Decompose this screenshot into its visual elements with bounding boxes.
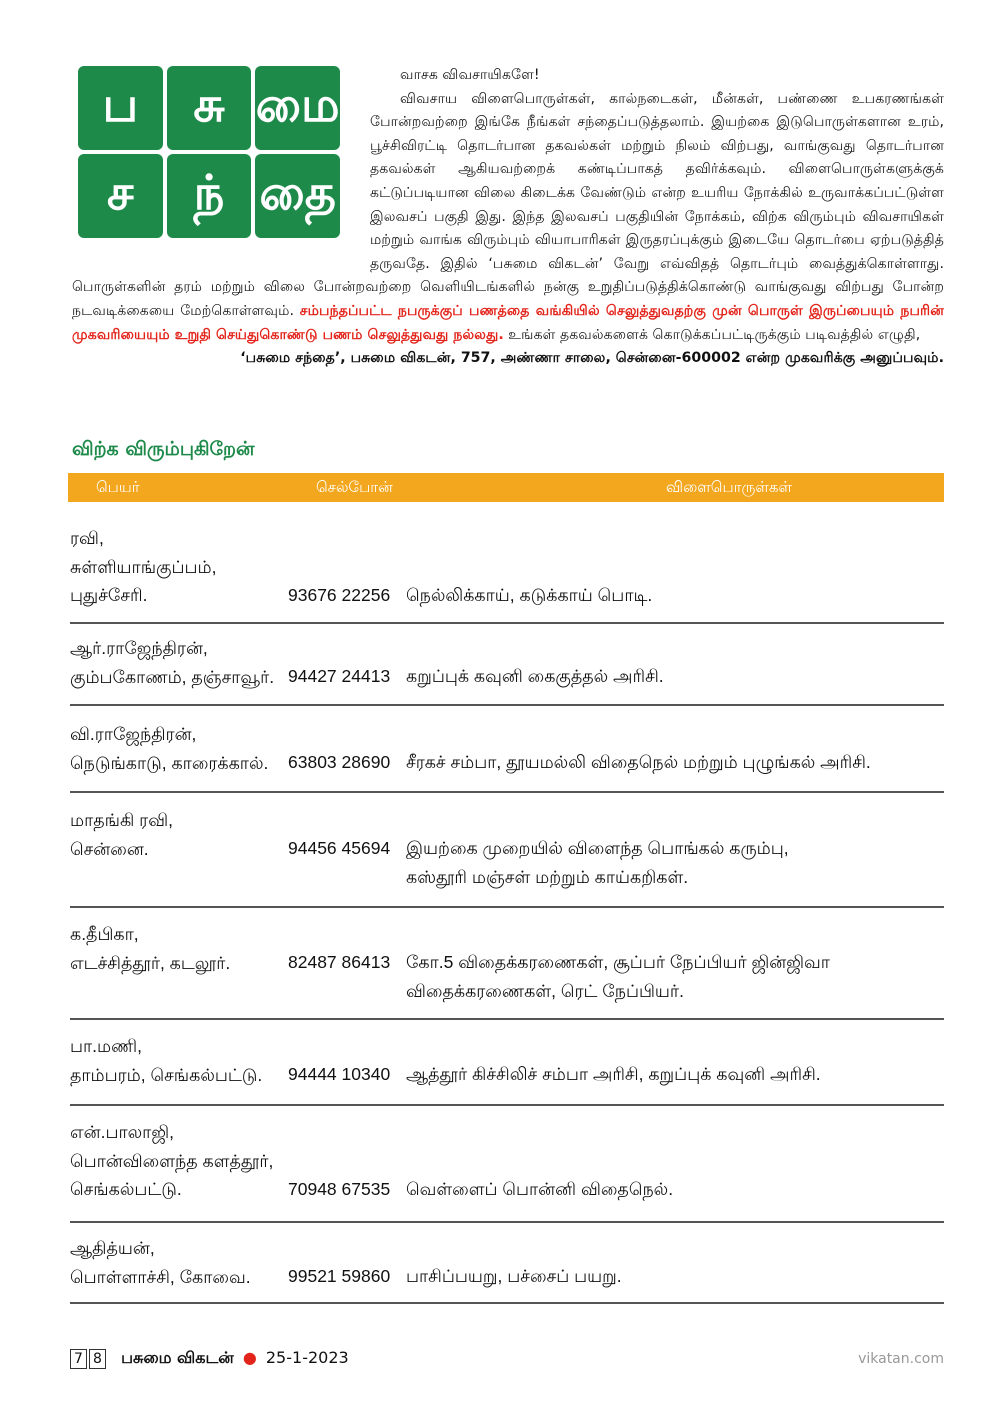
listing-name-line: ஆதித்யன்,	[70, 1238, 155, 1258]
issue-date: 25-1-2023	[265, 1348, 349, 1367]
table-row	[70, 522, 944, 624]
listing-phone: 82487 86413	[288, 952, 391, 972]
listing-name-line: பொன்விளைந்த களத்தூர்,	[70, 1150, 274, 1171]
listing-name-line: வி.ராஜேந்திரன்,	[70, 724, 197, 744]
listing-phone: 94444 10340	[288, 1064, 391, 1084]
listing-produce-line: கஸ்தூரி மஞ்சள் மற்றும் காய்கறிகள்.	[406, 866, 689, 887]
listing-phone: 63803 28690	[288, 752, 391, 772]
column-header-name: பெயர்	[96, 478, 140, 496]
table-row	[70, 806, 944, 908]
listing-name-line: மாதங்கி ரவி,	[70, 810, 173, 830]
intro-address: ‘பசுமை சந்தை’, பசுமை விகடன், 757, அண்ணா சாலை, சென்னை-600002 என்ற முகவரிக்கு அனுப்பவும்.	[240, 350, 944, 367]
listing-produce-line: கோ.5 விதைக்கரணைகள், சூப்பர் நேப்பியர் ஜின்ஜிவா	[406, 952, 830, 972]
listing-name-line: நெடுங்காடு, காரைக்கால்.	[70, 752, 269, 773]
column-header-phone: செல்போன்	[316, 478, 393, 496]
listing-produce-line: பாசிப்பயறு, பச்சைப் பயறு.	[406, 1266, 622, 1286]
logo-letter: தை	[255, 154, 340, 238]
table-row	[70, 1234, 944, 1304]
table-header	[68, 473, 944, 502]
listing-produce-line: வெள்ளைப் பொன்னி விதைநெல்.	[406, 1179, 674, 1199]
listing-name-line: ஆர்.ராஜேந்திரன்,	[70, 638, 208, 658]
listing-produce-line: கறுப்புக் கவுனி கைகுத்தல் அரிசி.	[406, 666, 664, 686]
listing-produce-line: ஆத்தூர் கிச்சிலிச் சம்பா அரிசி, கறுப்புக் கவுனி அரிசி.	[406, 1064, 821, 1084]
intro-greeting: வாசக விவசாயிகளே!	[400, 67, 540, 83]
intro-text	[72, 64, 944, 371]
intro-warning: சம்பந்தப்பட்ட நபருக்குப் பணத்தை வங்கியில் செலுத்துவதற்கு முன் பொருள் இருப்பையும் நபரின் முகவரியையும் உறுதி செய்துகொண்டு பணம் செலுத்துவது நல்லது.	[72, 302, 944, 343]
listing-produce	[406, 1262, 926, 1291]
page-number-digit: 7	[70, 1349, 87, 1369]
magazine-name: பசுமை விகடன்	[121, 1348, 234, 1367]
intro-paragraph: விவசாய விளைபொருள்கள், கால்நடைகள், மீன்கள், பண்ணை உபகரணங்கள் போன்றவற்றை இங்கே நீங்கள் சந்தைப்படுத்தலாம். இயற்கை இடுபொருள்களான உரம், பூச்சிவிரட்டி தொடர்பான தகவல்கள் மற்றும் நிலம் விற்பது, வாங்குவது தொடர்பான தகவல்கள் ஆகியவற்றைக் கண்டிப்பாகத் தவிர்க்கவும். விளைபொருள்களுக்குக் கட்டுப்படியான விலை கிடைக்க வேண்டும் என்ற உயரிய நோக்கில் உருவாக்கப்பட்டுள்ள இலவசப் பகுதி இது. இந்த இலவசப் பகுதியின் நோக்கம், விற்க விரும்பும் விவசாயிகள் மற்றும் வாங்க விரும்பும் வியாபாரிகள் இருதரப்புக்கும் இடையே தொடர்பை ஏற்படுத்தித் தருவதே. இதில் ‘பசுமை விகடன்’ வேறு எவ்விதத் தொடர்பும் வைத்துக்கொள்ளாது. பொருள்களின் தரம் மற்றும் விலை போன்றவற்றை வெளியிடங்களில் நன்கு உறுதிப்படுத்திக்கொண்டு வாங்குவது விற்பது போன்ற நடவடிக்கையை மேற்கொள்ளவும்.	[72, 90, 944, 319]
bullet-dot-icon: ●	[242, 1348, 257, 1367]
listing-produce-line: விதைக்கரணைகள், ரெட் நேப்பியர்.	[406, 980, 684, 1001]
listing-produce	[406, 834, 926, 891]
listing-phone: 93676 22256	[288, 585, 391, 605]
page-number-digit: 8	[89, 1349, 106, 1369]
listing-name-line: க.தீபிகா,	[70, 924, 139, 944]
listing-name-line: சுள்ளியாங்குப்பம்,	[70, 556, 217, 577]
logo-letter: ச	[78, 154, 163, 238]
listing-name-line: தாம்பரம், செங்கல்பட்டு.	[70, 1064, 263, 1085]
table-row	[70, 634, 944, 706]
listing-phone: 94427 24413	[288, 666, 391, 686]
listing-name-line: என்.பாலாஜி,	[70, 1122, 174, 1142]
table-row	[70, 1032, 944, 1106]
logo-letter: மை	[255, 66, 340, 150]
listing-name-line: புதுச்சேரி.	[70, 585, 148, 605]
listing-name-line: பொள்ளாச்சி, கோவை.	[70, 1266, 251, 1287]
logo-letter: சு	[167, 66, 252, 150]
listing-produce-line: நெல்லிக்காய், கடுக்காய் பொடி.	[406, 585, 653, 605]
listing-phone: 94456 45694	[288, 838, 391, 858]
listing-produce-line: இயற்கை முறையில் விளைந்த பொங்கல் கரும்பு,	[406, 838, 789, 858]
logo-letter: ப	[78, 66, 163, 150]
website-link[interactable]: vikatan.com	[858, 1351, 944, 1367]
logo-letter: ந்	[167, 154, 252, 238]
table-row	[70, 1118, 944, 1223]
listing-produce	[406, 662, 926, 691]
column-header-produce: விளைபொருள்கள்	[666, 478, 793, 496]
page-footer	[70, 1348, 944, 1372]
listing-produce	[406, 948, 926, 1005]
listing-produce-line: சீரகச் சம்பா, தூயமல்லி விதைநெல் மற்றும் புழுங்கல் அரிசி.	[406, 752, 871, 772]
section-title: விற்க விரும்புகிறேன்	[72, 438, 255, 460]
listing-produce	[406, 748, 946, 777]
listing-name-line: சென்னை.	[70, 838, 149, 859]
listing-phone: 70948 67535	[288, 1179, 391, 1199]
table-row	[70, 920, 944, 1020]
listing-produce	[406, 1060, 926, 1089]
listing-produce	[406, 581, 926, 610]
listing-produce	[406, 1175, 926, 1204]
listing-name-line: செங்கல்பட்டு.	[70, 1179, 182, 1199]
listing-phone: 99521 59860	[288, 1266, 391, 1286]
listing-name-line: ரவி,	[70, 528, 104, 548]
table-row	[70, 720, 944, 793]
listing-name-line: கும்பகோணம், தஞ்சாவூர்.	[70, 666, 275, 687]
listing-name-line: பா.மணி,	[70, 1036, 142, 1056]
listing-name-line: எடச்சித்தூர், கடலூர்.	[70, 952, 231, 973]
intro-closing: உங்கள் தகவல்களைக் கொடுக்கப்பட்டிருக்கும் படிவத்தில் எழுதி,	[508, 326, 921, 343]
